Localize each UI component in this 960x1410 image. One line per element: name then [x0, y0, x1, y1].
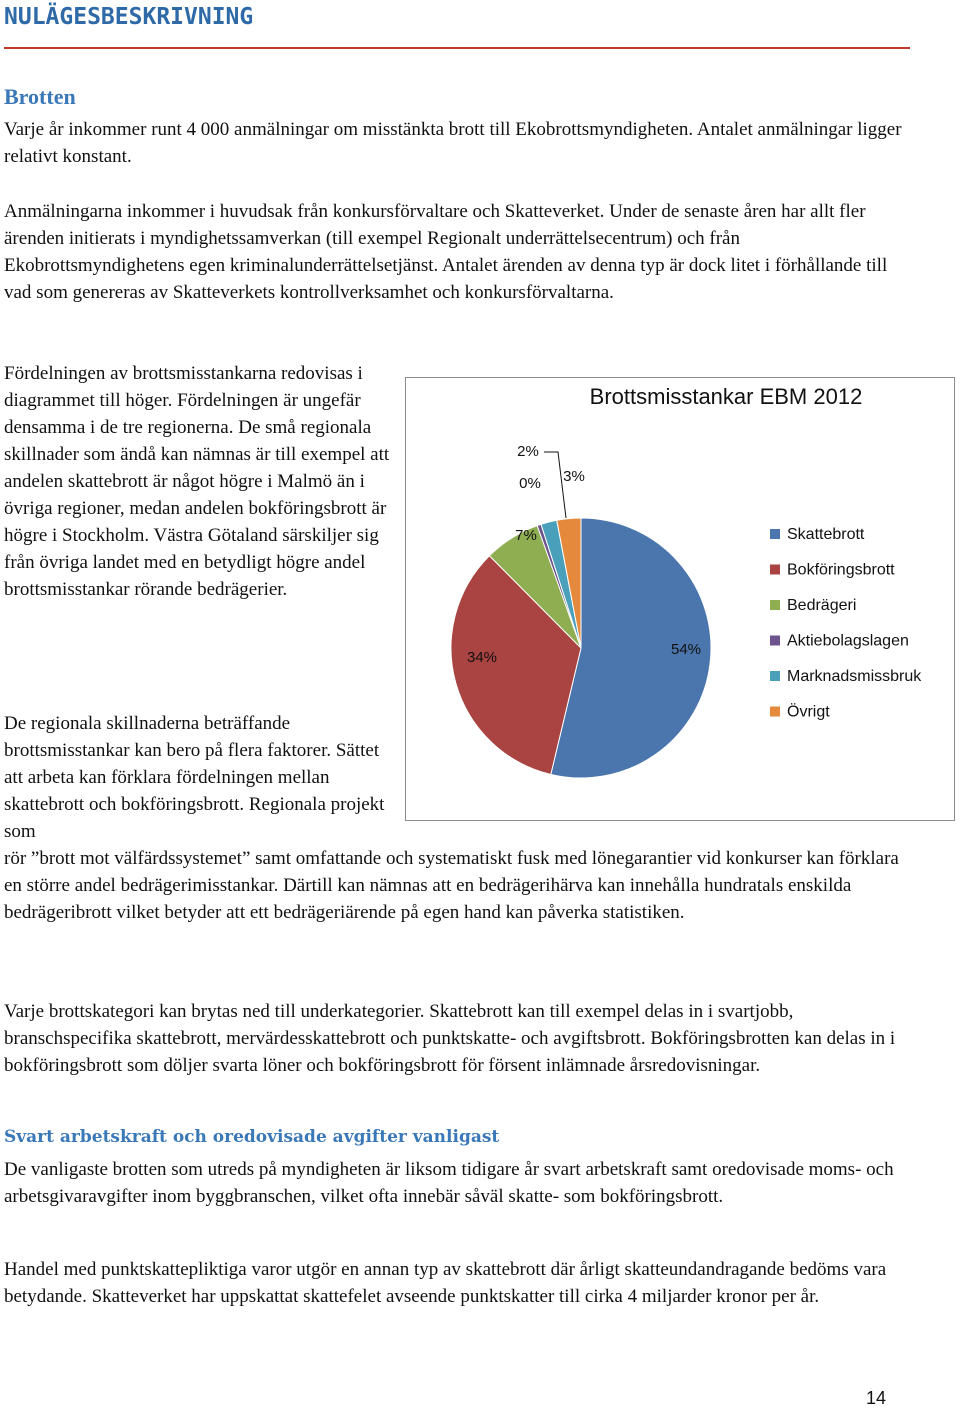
legend-label-4: Marknadsmissbruk — [787, 668, 922, 685]
legend-swatch-3 — [770, 636, 780, 646]
pie-chart — [406, 378, 956, 822]
paragraph-sources: Anmälningarna inkommer i huvudsak från konkursförvaltare och Skatteverket. Under de senaste åren har allt fler ärenden initierats i myndighetssamverkan (till exempel Regionalt underrättelsecentrum) och från Ekobrottsmyndighetens egen kriminalunderrättelsetjänst. Antalet ärenden av denna typ är dock litet i förhållande till vad som genereras av Skatteverkets kontrollverksamhet och konkursförvaltarna. — [4, 201, 888, 303]
paragraph-intro: Varje år inkommer runt 4 000 anmälningar om misstänkta brott till Ekobrottsmyndigheten. Antalet anmälningar ligger relativt konstant. — [4, 119, 902, 167]
pie-label-2: 7% — [515, 527, 537, 544]
pie-label-3: 0% — [519, 475, 541, 492]
pie-chart-container — [405, 377, 955, 821]
paragraph-distribution: Fördelningen av brottsmisstankarna redovisas i diagrammet till höger. Fördelningen är ungefär densamma i de tre regionerna. De små regionala skillnader som ändå kan nämnas är till exempel att andelen skattebrott är något högre i Malmö än i övriga regioner, medan andelen bokföringsbrott är högre i Stockholm. Västra Götaland särskiljer sig från övriga landet med en betydligt högre andel brottsmisstankar rörande bedrägerier. — [4, 363, 390, 600]
legend-swatch-4 — [770, 671, 780, 681]
header-divider — [4, 47, 910, 49]
legend-swatch-5 — [770, 707, 780, 717]
legend-label-5: Övrigt — [787, 703, 830, 721]
legend-swatch-0 — [770, 529, 780, 539]
pie-label-4: 2% — [517, 443, 539, 460]
subsection-heading: Svart arbetskraft och oredovisade avgifter vanligast — [4, 1127, 500, 1147]
pie-label-5: 3% — [563, 468, 585, 485]
page-number: 14 — [866, 1388, 887, 1408]
legend-swatch-2 — [770, 600, 780, 610]
pie-label-0: 54% — [670, 641, 702, 658]
legend-label-3: Aktiebolagslagen — [787, 632, 909, 650]
legend-label-2: Bedrägeri — [787, 597, 857, 614]
section-heading: Brotten — [4, 84, 76, 109]
pie-label-1: 34% — [466, 649, 498, 666]
chart-title: Brottsmisstankar EBM 2012 — [589, 384, 863, 409]
paragraph-excise: Handel med punktskattepliktiga varor utgör en annan typ av skattebrott där årligt skatteundandragande bedöms vara betydande. Skatteverket har uppskattat skattefelet avseende punktskatter till cirka 4 miljarder kronor per år. — [4, 1259, 887, 1307]
leader-line-small — [544, 452, 566, 518]
paragraph-common-crimes: De vanligaste brotten som utreds på myndigheten är liksom tidigare år svart arbetskraft samt oredovisade moms- och arbetsgivaravgifter inom byggbranschen, vilket ofta innebär såväl skatte- som bokföringsbrott. — [4, 1159, 894, 1207]
legend-label-0: Skattebrott — [787, 526, 865, 543]
legend-swatch-1 — [770, 565, 780, 575]
paragraph-regional-a: De regionala skillnaderna beträffande brottsmisstankar kan bero på flera faktorer. Sättet att arbeta kan förklara fördelningen mellan skattebrott och bokföringsbrott. Regionala projekt som — [4, 713, 385, 842]
page-header-title: NULÄGESBESKRIVNING — [4, 4, 254, 30]
paragraph-regional-b: rör ”brott mot välfärdssystemet” samt omfattande och systematiskt fusk med lönegarantier vid konkurser kan förklara en större andel bedrägerimisstankar. Därtill kan nämnas att en bedrägerihärva kan innehålla hundratals enskilda bedrägeribrott vilket betyder att ett bedrägeriärende på egen hand kan påverka statistiken. — [4, 848, 899, 923]
paragraph-categories: Varje brottskategori kan brytas ned till underkategorier. Skattebrott kan till exempel delas in i svartjobb, branschspecifika skattebrott, mervärdesskattebrott och punktskatte- och avgiftsbrott. Bokföringsbrotten kan delas in i bokföringsbrott som döljer svarta löner och bokföringsbrott för försent inlämnade årsredovisningar. — [4, 1001, 896, 1076]
legend-label-1: Bokföringsbrott — [787, 561, 895, 579]
